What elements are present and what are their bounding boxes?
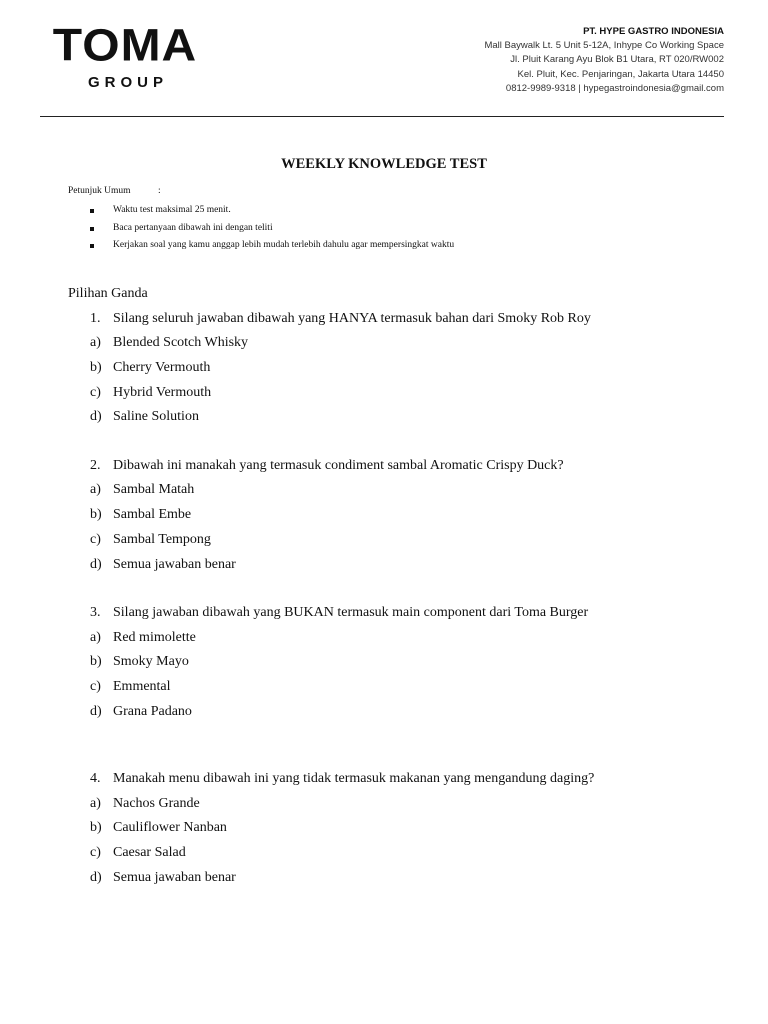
option-text: Nachos Grande [113,796,200,811]
section-title: Pilihan Ganda [68,286,148,301]
question-number: 1. [90,311,101,326]
instruction-text: Waktu test maksimal 25 menit. [113,205,231,215]
question-3 [90,605,588,621]
option-3d[interactable] [90,704,192,720]
bullet-icon [90,244,94,248]
instructions-colon: : [158,186,161,196]
option-text: Caesar Salad [113,845,186,860]
option-letter: b) [90,360,102,375]
logo-subtitle: GROUP [87,74,168,91]
bullet-icon [90,227,94,231]
option-letter: a) [90,482,101,497]
option-letter: c) [90,532,101,547]
option-letter: d) [90,870,102,885]
question-text: Silang jawaban dibawah yang BUKAN termasuk main component dari Toma Burger [113,605,589,620]
bullet-icon [90,209,94,213]
option-text: Sambal Matah [113,482,195,497]
instruction-text: Kerjakan soal yang kamu anggap lebih mudah terlebih dahulu agar mempersingkat waktu [113,240,455,250]
logo-wordmark: TOMA [52,20,198,71]
option-letter: d) [90,409,102,424]
instruction-item [68,223,454,241]
header-divider [40,116,724,117]
option-letter: d) [90,557,102,572]
instruction-item [68,205,454,223]
option-letter: c) [90,679,101,694]
company-address-line: Kel. Pluit, Kec. Penjaringan, Jakarta Utara 14450 [517,68,724,80]
option-letter: b) [90,820,102,835]
option-letter: d) [90,704,102,719]
option-2c[interactable] [90,532,211,548]
instructions-label: Petunjuk Umum [68,186,131,196]
option-1a[interactable] [90,335,248,351]
option-2a[interactable] [90,482,194,498]
question-number: 2. [90,458,101,473]
option-text: Hybrid Vermouth [113,385,212,400]
option-4a[interactable] [90,796,200,812]
option-text: Sambal Embe [113,507,192,522]
option-letter: b) [90,654,102,669]
option-letter: a) [90,796,101,811]
question-1 [90,311,591,327]
option-1d[interactable] [90,409,199,425]
option-letter: a) [90,335,101,350]
option-text: Smoky Mayo [113,654,189,669]
instruction-item [68,240,454,258]
option-2d[interactable] [90,557,236,573]
option-text: Emmental [113,679,171,694]
option-text: Cherry Vermouth [113,360,211,375]
option-letter: a) [90,630,101,645]
company-info [484,25,724,96]
question-4 [90,771,594,787]
option-text: Blended Scotch Whisky [113,335,249,350]
option-text: Sambal Tempong [113,532,211,547]
company-name: PT. HYPE GASTRO INDONESIA [583,26,724,37]
option-letter: c) [90,845,101,860]
company-address-line: Mall Baywalk Lt. 5 Unit 5-12A, Inhype Co Working Space [484,40,724,52]
general-instructions [68,186,454,258]
option-text: Semua jawaban benar [113,557,236,572]
option-3c[interactable] [90,679,171,695]
option-text: Semua jawaban benar [113,870,236,885]
company-contact-line: 0812-9989-9318 | hypegastroindonesia@gmail.com [505,82,724,94]
instruction-text: Baca pertanyaan dibawah ini dengan teliti [113,222,273,233]
toma-group-logo [40,22,210,92]
document-title: WEEKLY KNOWLEDGE TEST [281,156,487,172]
option-4b[interactable] [90,820,227,836]
question-text: Manakah menu dibawah ini yang tidak termasuk makanan yang mengandung daging? [113,771,595,786]
question-text: Silang seluruh jawaban dibawah yang HANYA termasuk bahan dari Smoky Rob Roy [113,311,591,326]
option-letter: c) [90,385,101,400]
option-text: Cauliflower Nanban [113,820,227,835]
question-2 [90,458,564,474]
question-number: 3. [90,605,101,620]
option-4d[interactable] [90,870,236,886]
company-address-line: Jl. Pluit Karang Ayu Blok B1 Utara, RT 020/RW002 [510,54,724,66]
option-4c[interactable] [90,845,186,861]
question-text: Dibawah ini manakah yang termasuk condiment sambal Aromatic Crispy Duck? [113,458,564,473]
option-1b[interactable] [90,360,210,376]
option-3a[interactable] [90,630,196,646]
option-letter: b) [90,507,102,522]
option-2b[interactable] [90,507,191,523]
option-1c[interactable] [90,385,211,401]
question-number: 4. [90,771,101,786]
option-text: Saline Solution [113,409,199,424]
option-3b[interactable] [90,654,189,670]
option-text: Grana Padano [113,704,192,719]
option-text: Red mimolette [113,630,196,645]
